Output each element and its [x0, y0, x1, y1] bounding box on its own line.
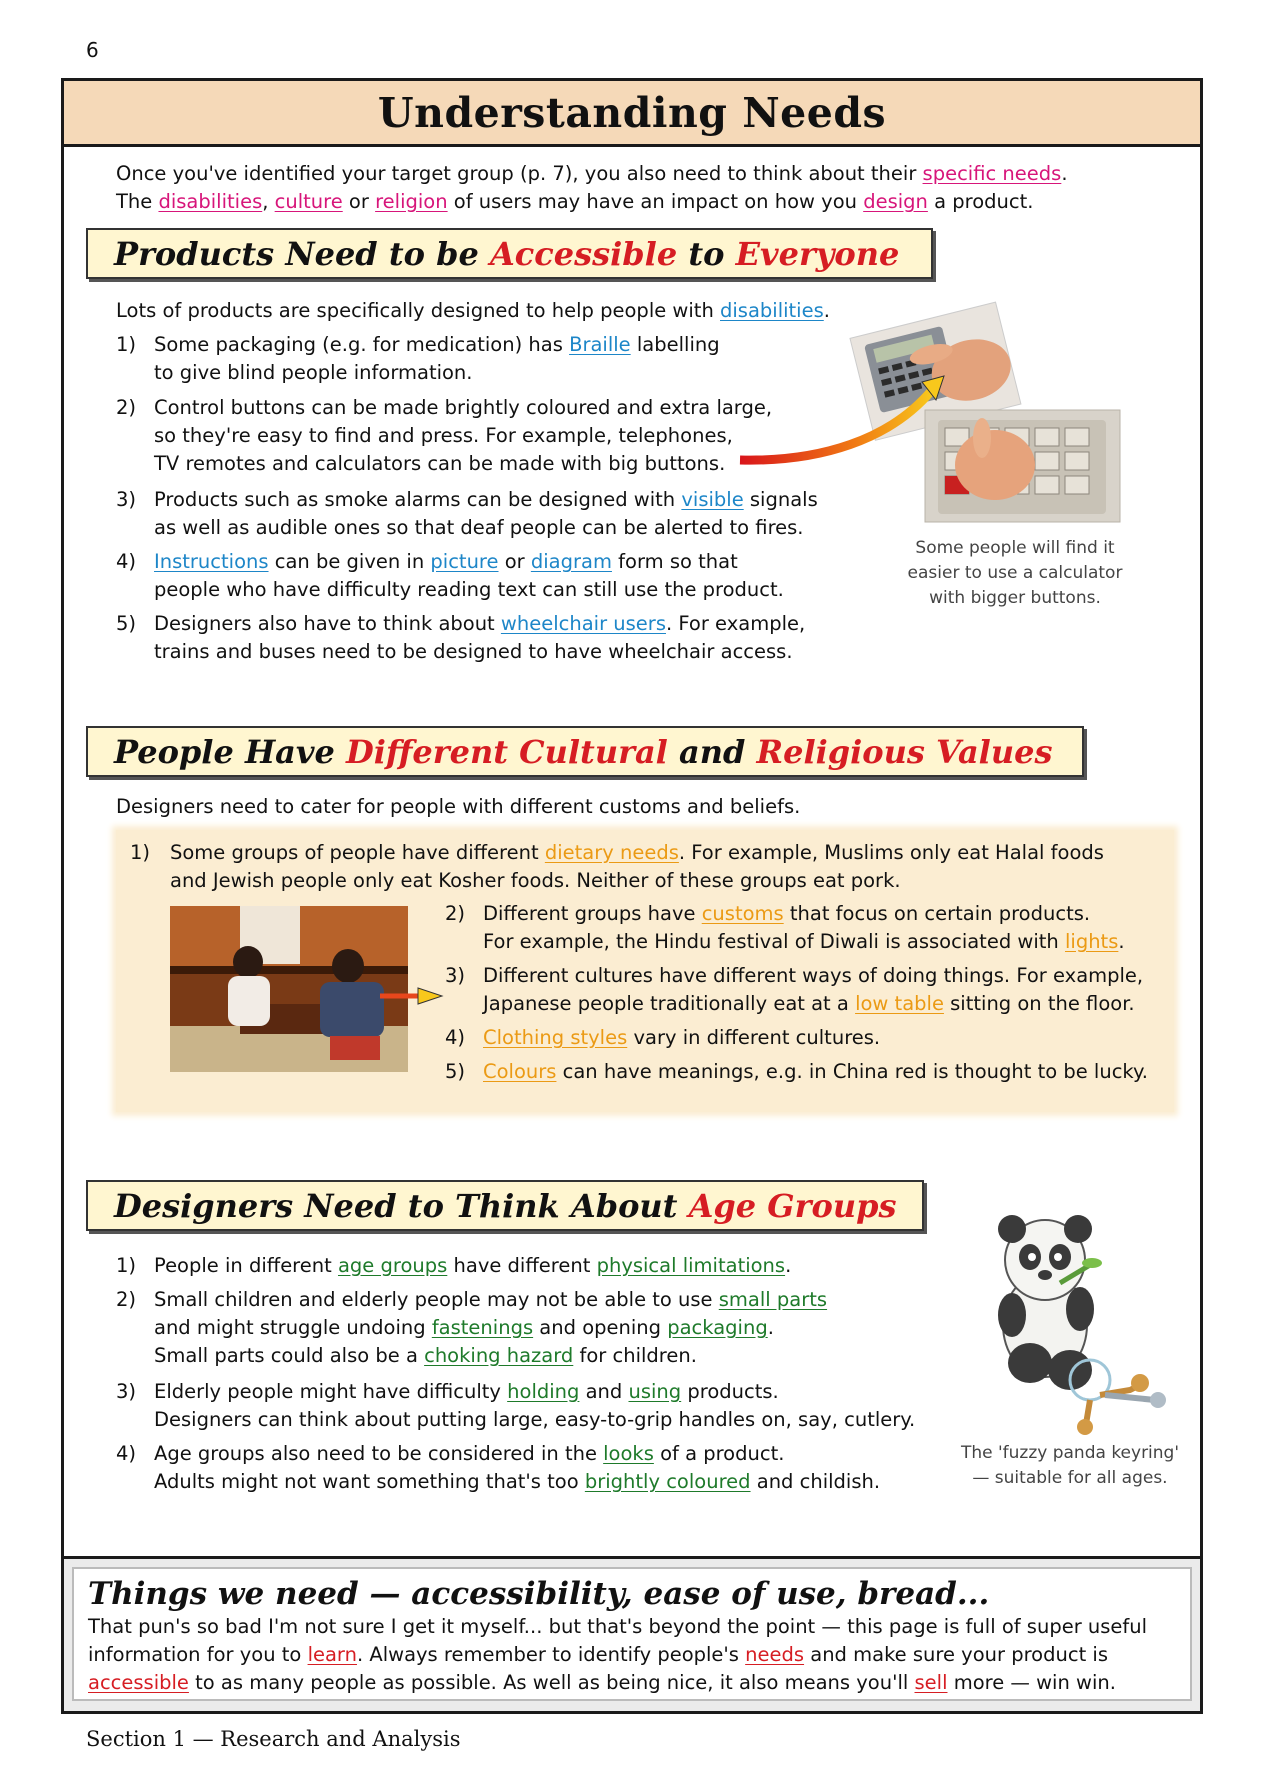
intro-text: of users may have an impact on how you [447, 190, 864, 213]
intro-text: or [342, 190, 376, 213]
summary-inner [72, 1567, 1192, 1701]
link-clothing-styles[interactable]: Clothing styles [483, 1026, 628, 1049]
link-wheelchair-users[interactable]: wheelchair users [500, 612, 666, 635]
page-title: Understanding Needs [377, 88, 887, 137]
link-physical-limitations[interactable]: physical limitations [596, 1254, 786, 1277]
link-dietary-needs[interactable]: dietary needs [544, 841, 679, 864]
summary-title: Things we need — accessibility, ease of use, bread... [88, 1576, 990, 1612]
section-heading-text: Designers Need to Think About Age Groups [114, 1186, 897, 1225]
section-heading-text: Products Need to be Accessible to Everyone [114, 234, 900, 273]
link-specific-needs[interactable]: specific needs [922, 162, 1062, 185]
intro-line-2 [116, 188, 1033, 216]
link-using[interactable]: using [628, 1380, 682, 1403]
panda-keyring-illustration [990, 1205, 1170, 1435]
link-disabilities-2[interactable]: disabilities [720, 299, 824, 322]
intro-text: Once you've identified your target group (p. 7), you also need to think about their [116, 162, 923, 185]
intro-text: The [116, 190, 159, 213]
page-number: 6 [86, 38, 99, 62]
intro-text: . [1061, 162, 1068, 185]
section-heading-text: People Have Different Cultural and Religious Values [114, 732, 1053, 771]
summary-text: That pun's so bad I'm not sure I get it myself... but that's beyond the point — this page is full of super useful information for you to learn. Always remember to identify people's needs and make sure your product is accessible to as many people as possible. As well as being nice, it also means you'll sell more — win win. [88, 1615, 1148, 1694]
title-bar [64, 81, 1200, 147]
link-instructions[interactable]: Instructions [154, 550, 269, 573]
link-low-table[interactable]: low table [855, 992, 944, 1015]
section1-lead: Lots of products are specifically designed to help people with disabilities. [116, 299, 830, 322]
link-learn[interactable]: learn [307, 1643, 357, 1666]
section-heading-age-groups [86, 1180, 924, 1231]
section-heading-accessible [86, 228, 933, 279]
link-packaging[interactable]: packaging [667, 1316, 768, 1339]
link-holding[interactable]: holding [507, 1380, 580, 1403]
section-label: Section 1 — Research and Analysis [86, 1727, 461, 1751]
intro-line-1 [116, 160, 1068, 188]
link-disabilities[interactable]: disabilities [158, 190, 263, 213]
panda-caption: The 'fuzzy panda keyring' — suitable for all ages. [960, 1443, 1180, 1488]
calculator-caption: Some people will find it easier to use a calculator with bigger buttons. [907, 538, 1123, 608]
link-diagram[interactable]: diagram [530, 550, 612, 573]
summary-box [64, 1556, 1200, 1711]
intro-text: a product. [927, 190, 1034, 213]
link-braille[interactable]: Braille [569, 333, 631, 356]
link-design[interactable]: design [863, 190, 928, 213]
section2-lead: Designers need to cater for people with different customs and beliefs. [116, 795, 801, 818]
link-age-groups[interactable]: age groups [337, 1254, 448, 1277]
section-heading-cultural [86, 726, 1084, 777]
japanese-dining-photo [170, 906, 450, 1072]
link-visible[interactable]: visible [681, 488, 744, 511]
link-culture[interactable]: culture [274, 190, 343, 213]
link-choking-hazard[interactable]: choking hazard [424, 1344, 574, 1367]
link-accessible[interactable]: accessible [88, 1671, 189, 1694]
link-colours[interactable]: Colours [483, 1060, 557, 1083]
link-brightly-coloured[interactable]: brightly coloured [584, 1470, 751, 1493]
link-fastenings[interactable]: fastenings [431, 1316, 534, 1339]
link-picture[interactable]: picture [430, 550, 499, 573]
link-customs[interactable]: customs [701, 902, 784, 925]
link-sell[interactable]: sell [914, 1671, 948, 1694]
calculator-photo [730, 300, 1150, 530]
link-lights[interactable]: lights [1064, 930, 1119, 953]
link-religion[interactable]: religion [375, 190, 448, 213]
link-looks[interactable]: looks [603, 1442, 654, 1465]
intro-text: , [262, 190, 275, 213]
link-needs[interactable]: needs [745, 1643, 805, 1666]
link-small-parts[interactable]: small parts [718, 1288, 828, 1311]
